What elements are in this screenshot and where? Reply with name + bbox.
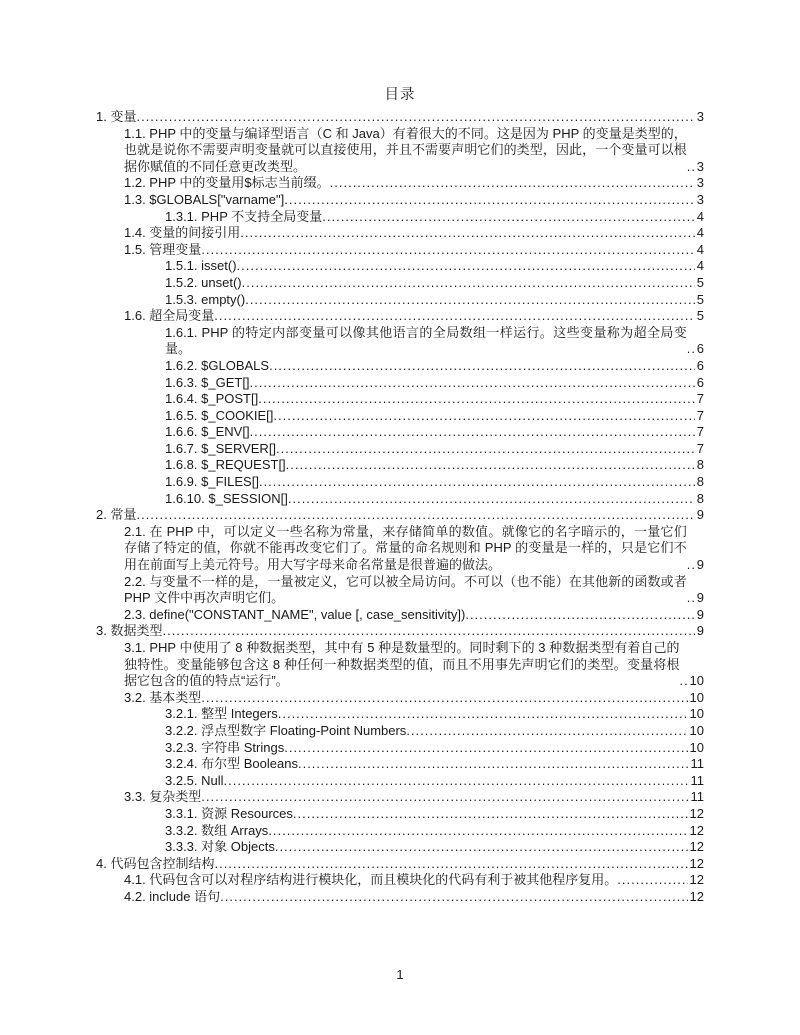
toc-entry[interactable] [96,623,704,640]
toc-entry[interactable] [96,109,704,126]
toc-entry-text: 2.1. 在 PHP 中，可以定义一些名称为常量，来存储简单的数值。就像它的名字暗示的，一量它们存储了特定的值，你就不能再改变它们了。常量的命名规则和 PHP 的变量是一样的，只是它们不用在前面写上美元符号。用大写字母来命名常量是很普遍的做法。 [124,523,687,573]
toc-entry-text: 1.6. 超全局变量 [124,308,215,324]
toc-entry-text: 3.3.1. 资源 Resources [165,805,293,821]
toc-entry-text: 1. 变量 [96,109,137,124]
toc-title: 目录 [384,87,416,103]
toc-entry-text: 1.5.3. empty() [165,291,246,307]
dot-leader [288,491,695,508]
toc-entry-page: 7 [696,440,704,456]
toc-entry-text: 1.3. $GLOBALS["varname"] [124,191,285,207]
toc-entry-text: 3.2. 基本类型 [124,689,202,705]
toc-entry[interactable] [96,823,704,840]
toc-entry-page: 3 [696,158,704,174]
toc-entry[interactable] [96,789,704,806]
toc-entry-page: 12 [689,805,704,821]
toc-entry-text: 1.4. 变量的间接引用 [124,225,241,241]
toc-entry-text: 1.6.3. $_GET[] [165,374,250,390]
toc-entry-text: 1.3.1. PHP 不支持全局变量 [165,208,323,224]
toc-entry[interactable] [96,192,704,209]
page-number: 1 [396,967,404,982]
toc-entry[interactable] [96,806,704,823]
toc-entry[interactable] [96,225,704,242]
dot-leader [330,175,695,192]
toc-entry[interactable] [96,209,704,226]
toc-entry[interactable] [96,275,704,292]
toc-entry-page: 12 [689,888,704,904]
toc-entry-page: 8 [696,490,704,506]
toc-entry-page: 5 [696,291,704,307]
toc-entry-page: 8 [696,457,704,473]
toc-content [96,86,704,906]
toc-entry-text: 1.6.8. $_REQUEST[] [165,457,286,473]
dot-leader [259,474,695,491]
toc-entry-page: 10 [689,722,704,738]
toc-entry-text: 2.2. 与变量不一样的是，一量被定义，它可以被全局访问。不可以（也不能）在其他新的函数或者 PHP 文件中再次声明它们。 [124,573,687,606]
dot-leader [136,507,694,524]
toc-entry[interactable] [96,441,704,458]
toc-entry-text: 3.3.2. 数组 Arrays [165,822,269,838]
toc-entry-page: 7 [696,424,704,440]
toc-entry[interactable] [96,474,704,491]
toc-entry[interactable] [96,839,704,856]
toc-entry[interactable] [96,424,704,441]
toc-entry[interactable] [96,723,704,740]
dot-leader [293,806,688,823]
toc-entry-text: 1.6.6. $_ENV[] [165,424,250,440]
dot-leader [298,756,689,773]
toc-entry-page: 3 [696,191,704,207]
toc-entry[interactable] [96,524,704,574]
dot-leader [268,823,687,840]
toc-entry-text: 4. 代码包含控制结构 [96,855,215,871]
dot-leader [214,856,687,873]
toc-entry-page: 5 [696,274,704,290]
dot-leader [275,839,688,856]
toc-entry-page: 9 [696,507,704,523]
toc-entry-page: 4 [696,208,704,224]
toc-entry[interactable] [96,690,704,707]
toc-entry-text: 3.2.2. 浮点型数字 Floating-Point Numbers [165,722,407,738]
toc-entry-text: 2.3. define("CONSTANT_NAME", value [, case_sensitivity]) [124,606,466,622]
toc-entry-text: 3.2.5. Null [165,772,224,788]
table-of-contents [96,109,704,906]
dot-leader [250,424,695,441]
toc-entry-page: 9 [696,557,704,573]
toc-entry-page: 4 [696,225,704,241]
toc-entry[interactable] [96,889,704,906]
toc-entry-text: 3.2.4. 布尔型 Booleans [165,756,298,772]
toc-entry[interactable] [96,706,704,723]
toc-entry-text: 4.1. 代码包含可以对程序结构进行模块化，而且模块化的代码有利于被其他程序复用。 [124,872,618,888]
toc-entry[interactable] [96,756,704,773]
dot-leader [269,358,695,375]
toc-entry[interactable] [96,126,704,176]
toc-entry-page: 4 [696,258,704,274]
toc-entry-page: 3 [696,109,704,124]
toc-entry-text: 1.5.2. unset() [165,274,242,290]
toc-entry-page: 12 [689,872,704,888]
toc-entry-page: 12 [689,839,704,855]
toc-entry-text: 1.6.7. $_SERVER[] [165,440,277,456]
toc-entry-text: 1.1. PHP 中的变量与编译型语言（C 和 Java）有着很大的不同。这是因为 PHP 的变量是类型的，也就是说你不需要声明变量就可以直接使用，并且不需要声明它们的类型，因此，一个变量可以根据你赋值的不同任意更改类型。 [124,125,687,174]
toc-entry[interactable] [96,358,704,375]
toc-entry-text: 1.6.1. PHP 的特定内部变量可以像其他语言的全局数组一样运行。这些变量称为超全局变量。 [165,324,687,357]
toc-entry[interactable] [96,607,704,624]
toc-entry[interactable] [96,872,704,889]
dot-leader [201,690,687,707]
toc-entry-text: 3.3. 复杂类型 [124,789,202,805]
toc-entry-text: 3.2.3. 字符串 Strings [165,739,285,755]
dot-leader [220,889,687,906]
dot-leader [617,872,687,889]
dot-leader [273,408,694,425]
dot-leader [284,740,687,757]
dot-leader [687,590,695,607]
toc-entry-page: 10 [689,689,704,705]
toc-entry[interactable] [96,507,704,524]
dot-leader [406,723,687,740]
toc-entry-text: 1.6.9. $_FILES[] [165,474,259,490]
toc-entry-page: 9 [696,623,704,639]
toc-entry[interactable] [96,491,704,508]
toc-entry-page: 10 [689,706,704,722]
toc-entry-page: 4 [696,241,704,257]
toc-entry-page: 7 [696,391,704,407]
dot-leader [136,109,694,126]
toc-entry-text: 4.2. include 语句 [124,888,221,904]
toc-entry[interactable] [96,175,704,192]
dot-leader [286,457,695,474]
toc-entry-page: 5 [696,308,704,324]
toc-entry[interactable] [96,258,704,275]
toc-entry-page: 11 [690,772,704,788]
toc-entry[interactable] [96,408,704,425]
dot-leader [201,789,688,806]
dot-leader [284,192,695,209]
toc-entry-text: 1.2. PHP 中的变量用$标志当前缀。 [124,175,330,191]
toc-entry-text: 1.6.4. $_POST[] [165,391,259,407]
dot-leader [465,607,694,624]
dot-leader [242,275,695,292]
toc-entry-text: 3. 数据类型 [96,623,163,639]
toc-entry[interactable] [96,457,704,474]
toc-entry-page: 9 [696,590,704,606]
toc-entry[interactable] [96,325,704,358]
toc-entry-page: 9 [696,606,704,622]
dot-leader [687,557,695,574]
toc-entry-page: 6 [696,357,704,373]
toc-entry-page: 7 [696,407,704,423]
toc-entry-page: 12 [689,822,704,838]
dot-leader [214,308,694,325]
dot-leader [224,773,689,790]
toc-entry[interactable] [96,242,704,259]
toc-entry[interactable] [96,574,704,607]
toc-entry[interactable] [96,856,704,873]
toc-entry-page: 11 [690,789,704,805]
toc-entry[interactable] [96,640,704,690]
dot-leader [322,209,695,226]
toc-entry-page: 10 [689,739,704,755]
dot-leader [162,623,694,640]
toc-entry-page: 10 [689,673,704,689]
dot-leader [687,341,695,358]
toc-entry-page: 12 [689,855,704,871]
dot-leader [237,258,695,275]
dot-leader [245,292,695,309]
toc-entry-page: 11 [690,756,704,772]
dot-leader [680,673,688,690]
toc-entry-text: 3.2.1. 整型 Integers [165,706,278,722]
toc-entry[interactable] [96,308,704,325]
dot-leader [240,225,694,242]
dot-leader [258,391,695,408]
toc-entry-text: 1.5.1. isset() [165,258,237,274]
toc-entry[interactable] [96,773,704,790]
toc-entry-page: 8 [696,474,704,490]
toc-entry-text: 1.6.10. $_SESSION[] [165,490,288,506]
toc-entry-text: 3.3.3. 对象 Objects [165,839,275,855]
toc-entry-text: 1.6.2. $GLOBALS [165,357,270,373]
toc-entry[interactable] [96,391,704,408]
dot-leader [201,242,694,259]
toc-entry-text: 1.5. 管理变量 [124,241,202,257]
toc-entry-page: 6 [696,341,704,357]
toc-entry-text: 2. 常量 [96,507,137,523]
dot-leader [278,706,688,723]
toc-entry-text: 3.1. PHP 中使用了 8 种数据类型，其中有 5 种是数量型的。同时剩下的 3 种数据类型有着自己的独特性。变量能够包含这 8 种任何一种数据类型的值，而且不用事先声明它们的类型。变量将根据它包含的值的特点“运行”。 [124,640,680,689]
toc-entry[interactable] [96,292,704,309]
dot-leader [687,159,695,176]
toc-entry[interactable] [96,740,704,757]
toc-entry-page: 3 [696,175,704,191]
dot-leader [250,375,695,392]
toc-entry[interactable] [96,375,704,392]
dot-leader [276,441,695,458]
toc-entry-page: 6 [696,374,704,390]
toc-entry-text: 1.6.5. $_COOKIE[] [165,407,274,423]
